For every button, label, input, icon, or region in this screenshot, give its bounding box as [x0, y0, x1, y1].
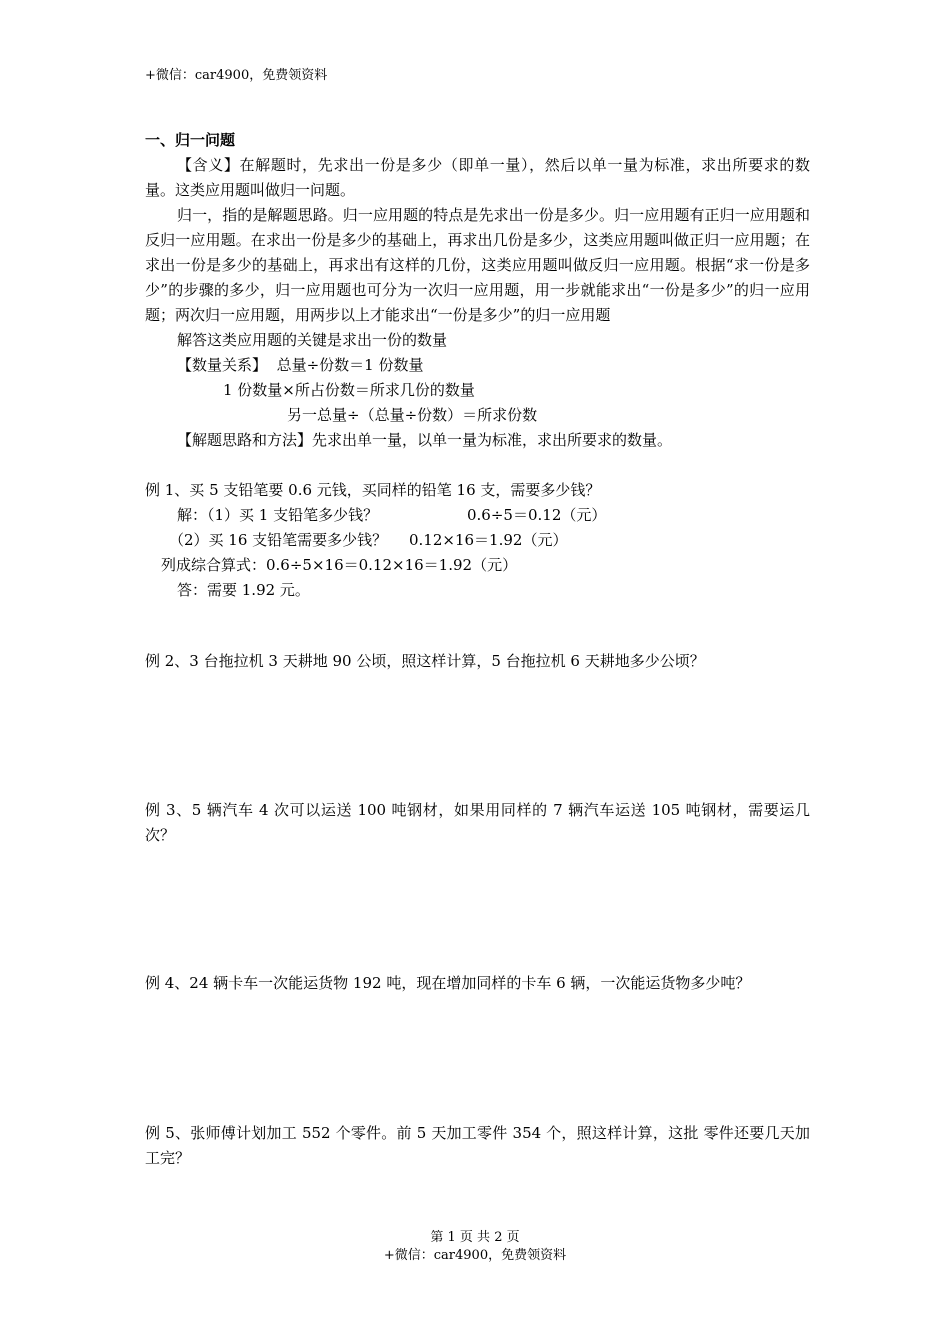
- relation-formula-1: 总量÷份数＝1 份数量: [276, 356, 424, 374]
- key-line: 解答这类应用题的关键是求出一份的数量: [177, 331, 448, 349]
- example1-step2: [145, 528, 810, 553]
- section-title: 一、归一问题: [145, 131, 236, 149]
- section-body: [145, 128, 810, 603]
- relation-label: 【数量关系】: [177, 356, 268, 374]
- relation-formula-2: 1 份数量×所占份数＝所求几份的数量: [223, 381, 475, 399]
- example5-question: 例 5、张师傅计划加工 552 个零件。前 5 天加工零件 354 个，照这样计算，这批 零件还要几天加工完？: [145, 1124, 810, 1167]
- footer-page-info: 第 1 页 共 2 页: [430, 1230, 520, 1245]
- example1-combined: 列成综合算式：0.6÷5×16＝0.12×16＝1.92（元）: [161, 556, 518, 574]
- example1-step2-answer: 0.12×16＝1.92（元）: [409, 531, 568, 549]
- example4-question: 例 4、24 辆卡车一次能运货物 192 吨，现在增加同样的卡车 6 辆，一次能运货物多少吨？: [145, 974, 751, 992]
- meaning-paragraph: 【含义】在解题时，先求出一份是多少（即单一量），然后以单一量为标准，求出所要求的数量。这类应用题叫做归一问题。: [145, 156, 810, 199]
- example1-answer: 答：需要 1.92 元。: [177, 581, 310, 599]
- example2-question: 例 2、3 台拖拉机 3 天耕地 90 公顷，照这样计算，5 台拖拉机 6 天耕地多少公顷？: [145, 652, 705, 670]
- example1-step1: [145, 503, 810, 528]
- example1-step2-question: （2）买 16 支铅笔需要多少钱？: [169, 531, 388, 549]
- explanation-paragraph: 归一，指的是解题思路。归一应用题的特点是先求出一份是多少。归一应用题有正归一应用题和反归一应用题。在求出一份是多少的基础上，再求出几份是多少，这类应用题叫做正归一应用题；在求出一份是多少的基础上，再求出有这样的几份，这类应用题叫做反归一应用题。根据“求一份是多少”的步骤的多少，归一应用题也可分为一次归一应用题，用一步就能求出“一份是多少”的归一应用题；两次归一应用题，用两步以上才能求出“一份是多少”的归一应用题: [145, 206, 810, 324]
- example3-question: 例 3、5 辆汽车 4 次可以运送 100 吨钢材，如果用同样的 7 辆汽车运送 105 吨钢材，需要运几次？: [145, 801, 810, 844]
- relation-formula-3: 另一总量÷（总量÷份数）＝所求份数: [287, 406, 538, 424]
- method-line: 【解题思路和方法】先求出单一量，以单一量为标准，求出所要求的数量。: [177, 431, 673, 449]
- example1-question: 例 1、买 5 支铅笔要 0.6 元钱，买同样的铅笔 16 支，需要多少钱？: [145, 481, 601, 499]
- example1-step1-question: 解：（1）买 1 支铅笔多少钱？: [177, 506, 379, 524]
- header-note: +微信：car4900，免费领资料: [145, 68, 328, 83]
- example1-step1-answer: 0.6÷5＝0.12（元）: [467, 506, 607, 524]
- footer-note: +微信：car4900，免费领资料: [383, 1248, 567, 1263]
- spacer: [145, 453, 810, 478]
- relation-line-1: [145, 353, 810, 378]
